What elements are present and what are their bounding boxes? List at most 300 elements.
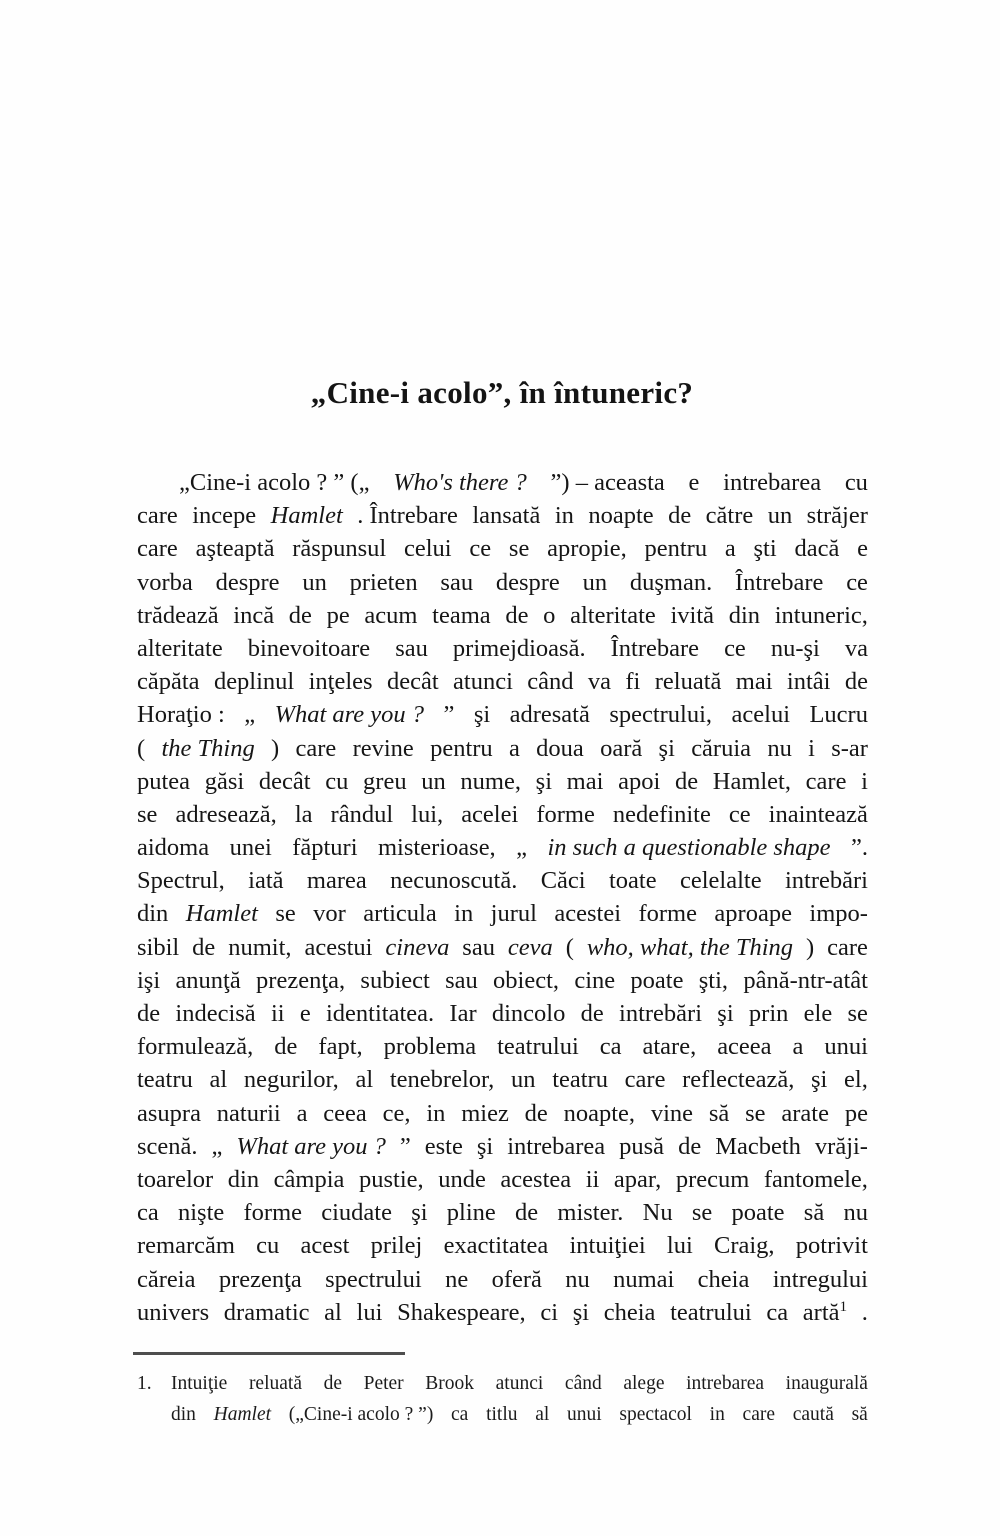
text-line <box>137 831 868 864</box>
text-run: poate <box>630 966 684 994</box>
text-run: din <box>728 601 761 629</box>
text-run: spectacol <box>619 1404 692 1425</box>
text-run: exactitatea <box>443 1232 549 1260</box>
text-run: ) <box>271 734 280 762</box>
text-run: indecisă <box>175 1000 256 1027</box>
text-run: vrăji- <box>814 1132 868 1160</box>
text-run-italic <box>214 1399 271 1430</box>
text-run: inaugurală <box>785 1373 868 1394</box>
text-run: de <box>844 668 868 696</box>
text-run: Spectrul, <box>137 867 225 895</box>
text-run: nişte <box>177 1199 225 1227</box>
text-run: un <box>511 1066 536 1094</box>
text-run: pentru <box>430 734 493 762</box>
text-run: teama <box>432 601 491 629</box>
text-run: formulează, <box>137 1033 254 1061</box>
text-run: până-ntr-atât <box>743 966 868 994</box>
text-run: din <box>137 900 169 928</box>
text-run: când <box>527 668 574 696</box>
text-run: se <box>508 535 530 563</box>
text-run: ivită <box>670 601 715 629</box>
text-run: apoi <box>618 767 661 795</box>
text-run: titlu <box>486 1404 518 1425</box>
text-run: când <box>564 1373 602 1394</box>
italic-text: cineva <box>385 933 450 961</box>
text-run: de <box>323 1373 342 1394</box>
text-run: nu <box>767 734 792 762</box>
text-run: şi <box>572 1298 590 1326</box>
text-run: ce <box>469 535 492 563</box>
text-run: miez <box>461 1099 509 1127</box>
text-run: unei <box>229 834 272 862</box>
text-run: pentru <box>644 535 708 563</box>
text-run: oară <box>600 734 643 762</box>
text-line <box>137 1368 868 1399</box>
text-run: deplinul <box>213 668 295 696</box>
text-run: problema <box>383 1033 477 1061</box>
text-run: numai <box>613 1265 675 1293</box>
text-run: ” <box>443 701 455 729</box>
text-line <box>137 566 868 599</box>
text-run: intuiţiei <box>569 1232 646 1260</box>
text-run: ele <box>803 1000 833 1027</box>
text-run: toate <box>609 867 657 895</box>
text-line <box>137 1063 868 1096</box>
text-run: mister. <box>557 1199 624 1227</box>
text-run: acestea <box>500 1165 572 1193</box>
text-run: prezenţa, <box>256 966 346 994</box>
text-run: care <box>805 767 847 795</box>
text-run: acelei <box>461 800 519 828</box>
text-run: lansată <box>472 502 541 530</box>
text-run: şi <box>811 1066 828 1094</box>
text-run: marea <box>306 867 367 895</box>
text-line <box>137 1229 868 1262</box>
text-run-italic <box>161 732 254 765</box>
text-run-italic <box>186 897 258 930</box>
text-run: este <box>424 1132 463 1160</box>
text-run: cheia <box>697 1265 750 1293</box>
text-run: intregului <box>772 1265 868 1293</box>
text-run: prezenţa <box>218 1265 302 1293</box>
text-run: fapt, <box>318 1033 363 1061</box>
text-run: ii <box>585 1165 600 1193</box>
text-run: spectrului, <box>609 701 713 729</box>
text-run: ce <box>724 634 746 662</box>
text-run: din <box>227 1165 260 1193</box>
text-run: Iar <box>449 1000 477 1027</box>
text-line <box>137 732 868 765</box>
text-run: despre <box>215 568 280 596</box>
text-run: cu <box>325 767 349 795</box>
text-run-italic <box>508 931 553 964</box>
text-run: atunci <box>495 1373 544 1394</box>
text-run: subiect <box>360 966 430 994</box>
text-run-footnote-ref: artă$^1$ <box>802 1297 848 1326</box>
text-run: să <box>708 1099 730 1127</box>
text-run: de <box>192 933 216 961</box>
text-run: intâi <box>786 668 831 696</box>
text-run: in <box>454 900 474 928</box>
text-run: cine <box>574 966 616 994</box>
italic-text: in such a questionable shape <box>547 834 831 862</box>
text-run: făpturi <box>292 834 358 862</box>
text-run: a <box>724 535 736 563</box>
text-run: vorba <box>137 568 193 596</box>
text-run: ca <box>766 1298 789 1326</box>
text-run: acest <box>300 1232 350 1260</box>
text-run: mai <box>735 668 773 696</box>
text-run: se <box>745 1099 766 1127</box>
text-run: ci <box>540 1298 559 1326</box>
text-run: unui <box>567 1404 602 1425</box>
text-run: Întrebare <box>610 634 700 662</box>
italic-text: What are you ? <box>236 1132 386 1160</box>
text-run: şti <box>753 535 777 563</box>
text-run: şi <box>476 1132 494 1160</box>
text-run: remarcăm <box>137 1232 235 1260</box>
text-run: intrebarea <box>686 1373 765 1394</box>
text-run: pe <box>326 601 350 629</box>
italic-text: Hamlet <box>213 1404 272 1425</box>
text-run-italic <box>385 931 449 964</box>
italic-text: Who's there ? <box>393 469 527 496</box>
text-run: apropie, <box>547 535 627 563</box>
text-run: impo- <box>809 900 868 928</box>
text-run: Intuiţie <box>171 1373 228 1394</box>
text-run: un <box>421 767 446 795</box>
italic-text: Hamlet <box>185 900 258 928</box>
text-run: işi <box>137 966 161 994</box>
text-run: şi <box>658 734 675 762</box>
text-run: sibil <box>137 933 180 961</box>
text-run: putea <box>137 767 191 795</box>
text-run: in <box>554 502 574 530</box>
text-run: „ <box>516 834 528 862</box>
footnote-marker: 1. <box>137 1373 152 1394</box>
text-run: alteritate <box>570 601 656 629</box>
text-run: intrebări <box>784 867 868 895</box>
text-run: duşman. <box>629 568 713 596</box>
text-run: . Întrebare <box>357 502 458 530</box>
text-run: al <box>355 1066 374 1094</box>
text-run: Horaţio : <box>137 701 225 729</box>
text-run: care <box>137 535 178 563</box>
text-run: se <box>691 1199 713 1227</box>
text-run: intrebarea <box>723 469 822 496</box>
text-line <box>137 1097 868 1130</box>
body-paragraph <box>137 466 868 1329</box>
text-run: Craig, <box>714 1232 775 1260</box>
text-run: ”. <box>851 834 868 862</box>
text-run: reluată <box>248 1373 302 1394</box>
italic-text: ceva <box>507 933 553 961</box>
text-run: negurilor, <box>243 1066 339 1094</box>
text-run: un <box>767 502 793 530</box>
page-title: „Cine-i acolo”, în întuneric? <box>310 374 694 410</box>
text-run: aşteaptă <box>195 535 275 563</box>
text-run: spectrului <box>325 1265 422 1293</box>
text-run: şi <box>535 767 552 795</box>
text-run-italic <box>587 931 793 964</box>
text-run: numit, <box>228 933 292 961</box>
text-line <box>137 665 868 698</box>
text-run: s-ar <box>831 734 868 762</box>
text-run: sau <box>395 634 428 662</box>
text-run: de <box>274 1033 298 1061</box>
text-run: va <box>844 634 868 662</box>
text-run: dincolo <box>491 1000 566 1027</box>
text-run: lui <box>666 1232 693 1260</box>
text-run: se <box>275 900 296 928</box>
text-run: primejdioasă. <box>452 634 586 662</box>
text-run: trădează <box>137 601 219 629</box>
text-run: căruia <box>691 734 752 762</box>
text-run: adresează, <box>175 800 277 828</box>
text-line <box>137 1399 868 1430</box>
text-run: o <box>543 601 556 629</box>
text-run: de <box>678 1132 702 1160</box>
text-run: „Cine-i acolo ? ” („ <box>179 469 370 496</box>
text-run: alteritate <box>137 634 223 662</box>
text-line <box>137 765 868 798</box>
text-run: şi <box>717 1000 734 1027</box>
text-run: precum <box>675 1165 750 1193</box>
text-run: . <box>861 1298 868 1326</box>
text-run: asupra <box>137 1099 201 1127</box>
footnote-block <box>137 1368 868 1430</box>
text-run: mai <box>566 767 604 795</box>
text-run: adresată <box>509 701 590 729</box>
text-run: care <box>137 502 178 530</box>
text-run: scenă. <box>137 1132 198 1160</box>
text-run: naturii <box>216 1099 281 1127</box>
text-run: arate <box>781 1099 829 1127</box>
text-run: i <box>808 734 815 762</box>
text-run: un <box>582 568 608 596</box>
text-run: pusă <box>619 1132 665 1160</box>
text-run: oferă <box>491 1265 542 1293</box>
text-run: alege <box>623 1373 665 1394</box>
text-run: celui <box>403 535 452 563</box>
text-run: ii <box>270 1000 285 1027</box>
text-run: Brook <box>425 1373 475 1394</box>
text-run-italic <box>271 499 343 532</box>
text-line <box>137 1196 868 1229</box>
text-run: misterioase, <box>377 834 496 862</box>
text-run: noapte <box>588 502 654 530</box>
text-run: intuneric, <box>774 601 868 629</box>
text-run: iată <box>248 867 284 895</box>
text-run: binevoitoare <box>247 634 371 662</box>
text-run: nume, <box>460 767 521 795</box>
text-line <box>137 632 868 665</box>
text-run: acum <box>364 601 418 629</box>
text-run: decât <box>386 668 439 696</box>
text-line <box>137 964 868 997</box>
text-line <box>137 532 868 565</box>
text-line <box>137 466 868 499</box>
text-run: reluată <box>654 668 722 696</box>
text-run: se <box>847 1000 868 1027</box>
text-line <box>137 599 868 632</box>
text-run: care <box>295 734 337 762</box>
italic-text: What are you ? <box>274 701 425 729</box>
text-run: de <box>524 1099 548 1127</box>
text-run: celelalte <box>680 867 762 895</box>
text-run: nu <box>843 1199 868 1227</box>
text-run: noapte, <box>563 1099 636 1127</box>
text-run: vor <box>313 900 346 928</box>
text-run: incă <box>233 601 275 629</box>
text-run: doua <box>536 734 584 762</box>
text-run: şti, <box>698 966 729 994</box>
text-run-italic <box>547 831 830 864</box>
text-run: cu <box>844 469 868 496</box>
text-run: nu-şi <box>770 634 820 662</box>
text-run: teatru <box>137 1066 193 1094</box>
text-run: Macbeth <box>715 1132 801 1160</box>
text-run: acestei <box>554 900 622 928</box>
text-run: articula <box>363 900 437 928</box>
text-run: ce <box>846 568 868 596</box>
text-run: de <box>515 1199 539 1227</box>
text-run: necunoscută. <box>390 867 518 895</box>
text-run: incepe <box>192 502 257 530</box>
text-run: şi <box>473 701 491 729</box>
italic-text: the Thing <box>161 734 255 762</box>
text-run: Peter <box>363 1373 404 1394</box>
footnote-reference[interactable]: 1 <box>839 1297 848 1315</box>
text-run-italic <box>393 466 527 499</box>
text-run: care <box>742 1404 776 1425</box>
text-run: „ <box>211 1132 223 1160</box>
text-run: unde <box>438 1165 486 1193</box>
text-run: anunţă <box>175 966 241 994</box>
text-run: rândul <box>330 800 394 828</box>
text-run: aceea <box>717 1033 772 1061</box>
text-run: prin <box>748 1000 789 1027</box>
text-run: acestui <box>304 933 373 961</box>
text-run: al <box>209 1066 228 1094</box>
text-run: dacă <box>794 535 840 563</box>
text-run: pline <box>446 1199 496 1227</box>
text-run: lui <box>356 1298 383 1326</box>
text-run: unui <box>824 1033 868 1061</box>
text-run: potrivit <box>795 1232 868 1260</box>
text-run: jurul <box>490 900 537 928</box>
text-run: cu <box>256 1232 280 1260</box>
text-run: intrebări <box>619 1000 703 1027</box>
text-run: Lucru <box>809 701 868 729</box>
text-run: e <box>688 469 700 496</box>
text-run: el, <box>844 1066 868 1094</box>
text-run: inaintează <box>768 800 868 828</box>
text-run: către <box>705 502 754 530</box>
text-run: căreia <box>137 1265 196 1293</box>
text-line <box>137 798 868 831</box>
text-run: răspunsul <box>292 535 387 563</box>
text-run: in <box>709 1404 725 1425</box>
text-run: ciudate <box>321 1199 392 1227</box>
text-run: nu <box>565 1265 590 1293</box>
text-run: de <box>505 601 529 629</box>
text-run: pe <box>844 1099 868 1127</box>
text-run: acelui <box>731 701 791 729</box>
text-run: e <box>299 1000 311 1027</box>
text-run: identitatea. <box>325 1000 435 1027</box>
text-line <box>137 997 868 1030</box>
text-run: dramatic <box>223 1298 310 1326</box>
text-run: Căci <box>540 867 586 895</box>
text-run: de <box>674 767 699 795</box>
text-run: pustie, <box>358 1165 424 1193</box>
text-run: aproape <box>714 900 792 928</box>
text-run: al <box>324 1298 342 1326</box>
text-run: a <box>296 1099 308 1127</box>
text-run: sau <box>445 966 478 994</box>
text-run: („Cine-i acolo ? ”) <box>288 1404 434 1425</box>
text-run: revine <box>352 734 414 762</box>
text-run: străjer <box>806 502 868 530</box>
text-line <box>137 698 868 731</box>
text-run: va <box>587 668 612 696</box>
text-run: şi <box>411 1199 428 1227</box>
text-run: ”) – aceasta <box>550 469 665 496</box>
text-run: de <box>580 1000 604 1027</box>
text-run: sau <box>440 568 474 596</box>
text-run: despre <box>495 568 560 596</box>
text-run: ne <box>445 1265 469 1293</box>
text-run-italic <box>275 698 424 731</box>
text-run: forme <box>243 1199 302 1227</box>
italic-text: who, what, the Thing <box>586 933 794 961</box>
text-run: atare, <box>642 1033 697 1061</box>
text-run: in <box>426 1099 446 1127</box>
text-run: ) <box>806 933 815 961</box>
text-run: a <box>508 734 520 762</box>
text-line <box>137 1296 868 1329</box>
text-run: se <box>137 800 158 828</box>
footnote-separator <box>133 1352 405 1355</box>
text-run: poate <box>731 1199 785 1227</box>
text-run: inţeles <box>308 668 373 696</box>
text-run-italic <box>236 1130 385 1163</box>
text-line <box>137 1030 868 1063</box>
text-run: Nu <box>642 1199 673 1227</box>
text-run: fantomele, <box>763 1165 868 1193</box>
text-run: să <box>803 1199 825 1227</box>
text-run: la <box>294 800 313 828</box>
text-line <box>137 499 868 532</box>
text-run: prieten <box>349 568 418 596</box>
italic-text: Hamlet <box>270 502 343 530</box>
text-run: ce <box>728 800 751 828</box>
text-run: căpăta <box>137 668 200 696</box>
text-run: decât <box>258 767 311 795</box>
text-line <box>137 864 868 897</box>
text-run: al <box>535 1404 550 1425</box>
text-run: toarelor <box>137 1165 214 1193</box>
text-line <box>137 1130 868 1163</box>
text-line <box>137 1263 868 1296</box>
text-run: teatru <box>552 1066 608 1094</box>
text-run: a <box>792 1033 804 1061</box>
text-run: aidoma <box>137 834 210 862</box>
text-run: ca <box>451 1404 469 1425</box>
text-run: de <box>137 1000 161 1027</box>
text-run: cheia <box>603 1298 656 1326</box>
